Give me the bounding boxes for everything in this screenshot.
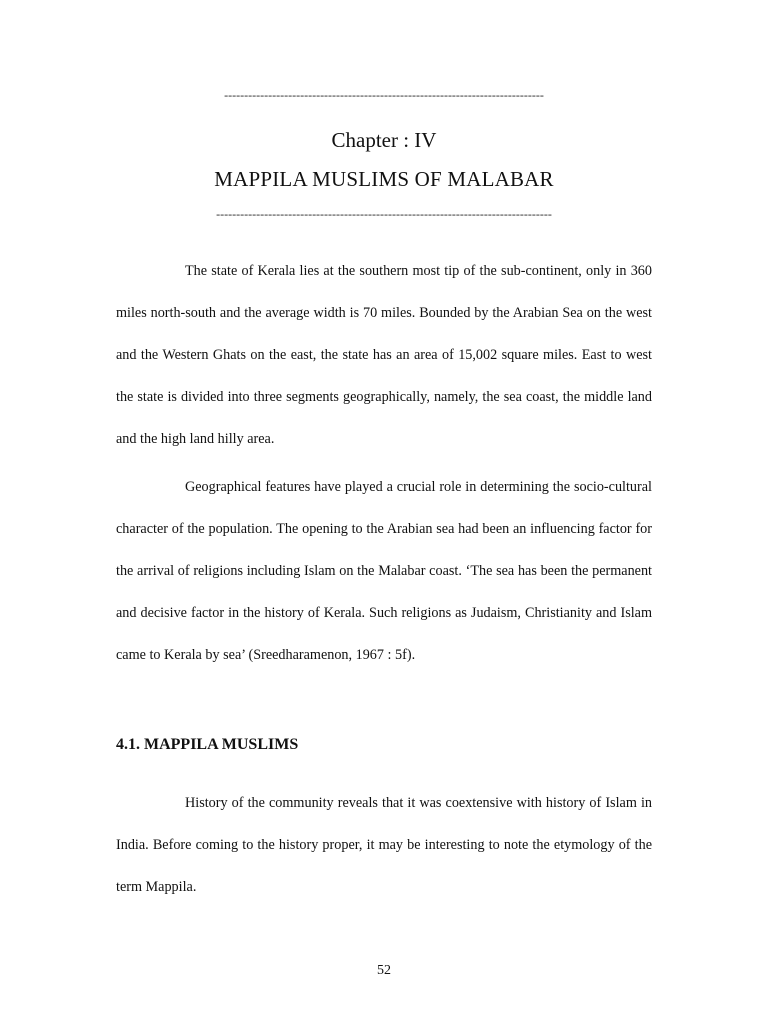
- body-paragraph: [116, 466, 652, 676]
- body-paragraph: [116, 782, 652, 908]
- top-dash-rule: --------------------------------------------------------------------------------: [224, 88, 544, 102]
- section-heading: 4.1. MAPPILA MUSLIMS: [116, 736, 299, 753]
- body-paragraph: [116, 250, 652, 460]
- paragraph-text: Geographical features have played a crucial role in determining the socio-cultural character of the population. The opening to the Arabian sea had been an influencing factor for the arrival of religions including Islam on the Malabar coast. ‘The sea has been the permanent and decisive factor in the history of Kerala. Such religions as Judaism, Christianity and Islam came to Kerala by sea’ (Sreedharamenon, 1967 : 5f).: [116, 479, 652, 663]
- chapter-title: MAPPILA MUSLIMS OF MALABAR: [214, 167, 554, 191]
- page-number: 52: [377, 963, 391, 978]
- paragraph-text: History of the community reveals that it was coextensive with history of Islam in India. Before coming to the history proper, it may be interesting to note the etymology of the term Mappila.: [116, 795, 652, 895]
- chapter-number: Chapter : IV: [331, 128, 437, 152]
- paragraph-text: The state of Kerala lies at the southern most tip of the sub-continent, only in 360 miles north-south and the average width is 70 miles. Bounded by the Arabian Sea on the west and the Western Ghats on the east, the state has an area of 15,002 square miles. East to west the state is divided into three segments geographically, namely, the sea coast, the middle land and the high land hilly area.: [116, 263, 652, 447]
- bottom-dash-rule: ------------------------------------------------------------------------------------: [216, 207, 552, 221]
